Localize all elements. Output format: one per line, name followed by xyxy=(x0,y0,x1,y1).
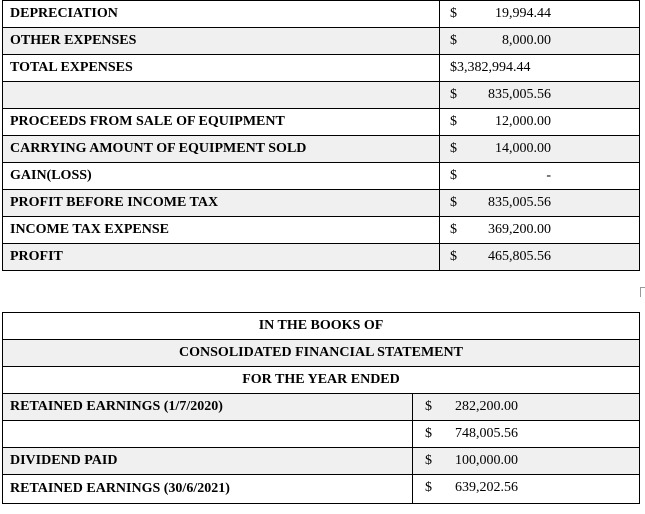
row-label: CARRYING AMOUNT OF EQUIPMENT SOLD xyxy=(3,136,440,163)
amount-cell xyxy=(440,28,640,55)
amount-value: 3,382,994.44 xyxy=(457,60,531,75)
row-label: RETAINED EARNINGS (1/7/2020) xyxy=(3,394,413,421)
currency-symbol: $ xyxy=(450,141,457,156)
table-row xyxy=(3,394,640,421)
table-header-statement: CONSOLIDATED FINANCIAL STATEMENT xyxy=(3,340,640,367)
table-header-row xyxy=(3,313,640,340)
row-label: RETAINED EARNINGS (30/6/2021) xyxy=(3,475,413,504)
table-row xyxy=(3,1,640,28)
table-row xyxy=(3,217,640,244)
table-row xyxy=(3,244,640,271)
amount-value: - xyxy=(546,168,551,183)
amount-value: 282,200.00 xyxy=(455,399,518,414)
amount-value: 748,005.56 xyxy=(455,426,518,441)
table-row xyxy=(3,190,640,217)
table-row xyxy=(3,136,640,163)
amount-value: 14,000.00 xyxy=(495,141,551,156)
row-label xyxy=(3,82,440,109)
amount-cell xyxy=(440,136,640,163)
income-statement-table xyxy=(2,0,640,271)
table-row xyxy=(3,82,640,109)
table-row xyxy=(3,55,640,82)
table-row xyxy=(3,28,640,55)
amount-value: 835,005.56 xyxy=(488,87,551,102)
amount-value: 100,000.00 xyxy=(455,453,518,468)
currency-symbol: $ xyxy=(450,195,457,210)
amount-value: 465,805.56 xyxy=(488,249,551,264)
amount-value: 12,000.00 xyxy=(495,114,551,129)
currency-symbol: $ xyxy=(450,222,457,237)
table-row xyxy=(3,475,640,504)
table-row xyxy=(3,163,640,190)
currency-symbol: $ xyxy=(450,114,457,129)
amount-cell xyxy=(440,217,640,244)
row-label: DEPRECIATION xyxy=(3,1,440,28)
amount-cell xyxy=(440,163,640,190)
amount-value: 835,005.56 xyxy=(488,195,551,210)
table-row xyxy=(3,421,640,448)
table-row xyxy=(3,109,640,136)
row-label: PROFIT xyxy=(3,244,440,271)
currency-symbol: $ xyxy=(450,168,457,183)
currency-symbol: $ xyxy=(450,60,457,75)
row-label: GAIN(LOSS) xyxy=(3,163,440,190)
amount-cell xyxy=(440,244,640,271)
row-label: PROCEEDS FROM SALE OF EQUIPMENT xyxy=(3,109,440,136)
table-end-marker xyxy=(640,287,645,297)
amount-cell xyxy=(413,394,640,421)
currency-symbol: $ xyxy=(450,249,457,264)
table-header-row xyxy=(3,340,640,367)
amount-cell xyxy=(413,421,640,448)
currency-symbol: $ xyxy=(425,453,432,468)
currency-symbol: $ xyxy=(450,6,457,21)
currency-symbol: $ xyxy=(425,480,432,495)
currency-symbol: $ xyxy=(425,399,432,414)
currency-symbol: $ xyxy=(450,33,457,48)
amount-cell xyxy=(413,475,640,504)
amount-cell xyxy=(413,448,640,475)
table-header-books: IN THE BOOKS OF xyxy=(3,313,640,340)
row-label xyxy=(3,421,413,448)
table-header-row xyxy=(3,367,640,394)
row-label: OTHER EXPENSES xyxy=(3,28,440,55)
retained-earnings-table xyxy=(2,312,640,504)
table-row xyxy=(3,448,640,475)
amount-cell xyxy=(440,1,640,28)
currency-symbol: $ xyxy=(450,87,457,102)
table-header-period: FOR THE YEAR ENDED xyxy=(3,367,640,394)
amount-value: 19,994.44 xyxy=(495,6,551,21)
row-label: PROFIT BEFORE INCOME TAX xyxy=(3,190,440,217)
amount-cell xyxy=(440,190,640,217)
amount-cell xyxy=(440,82,640,109)
row-label: TOTAL EXPENSES xyxy=(3,55,440,82)
row-label: DIVIDEND PAID xyxy=(3,448,413,475)
amount-cell xyxy=(440,109,640,136)
amount-value: 8,000.00 xyxy=(502,33,551,48)
amount-value: 369,200.00 xyxy=(488,222,551,237)
row-label: INCOME TAX EXPENSE xyxy=(3,217,440,244)
amount-value: 639,202.56 xyxy=(455,480,518,495)
currency-symbol: $ xyxy=(425,426,432,441)
amount-cell xyxy=(440,55,640,82)
